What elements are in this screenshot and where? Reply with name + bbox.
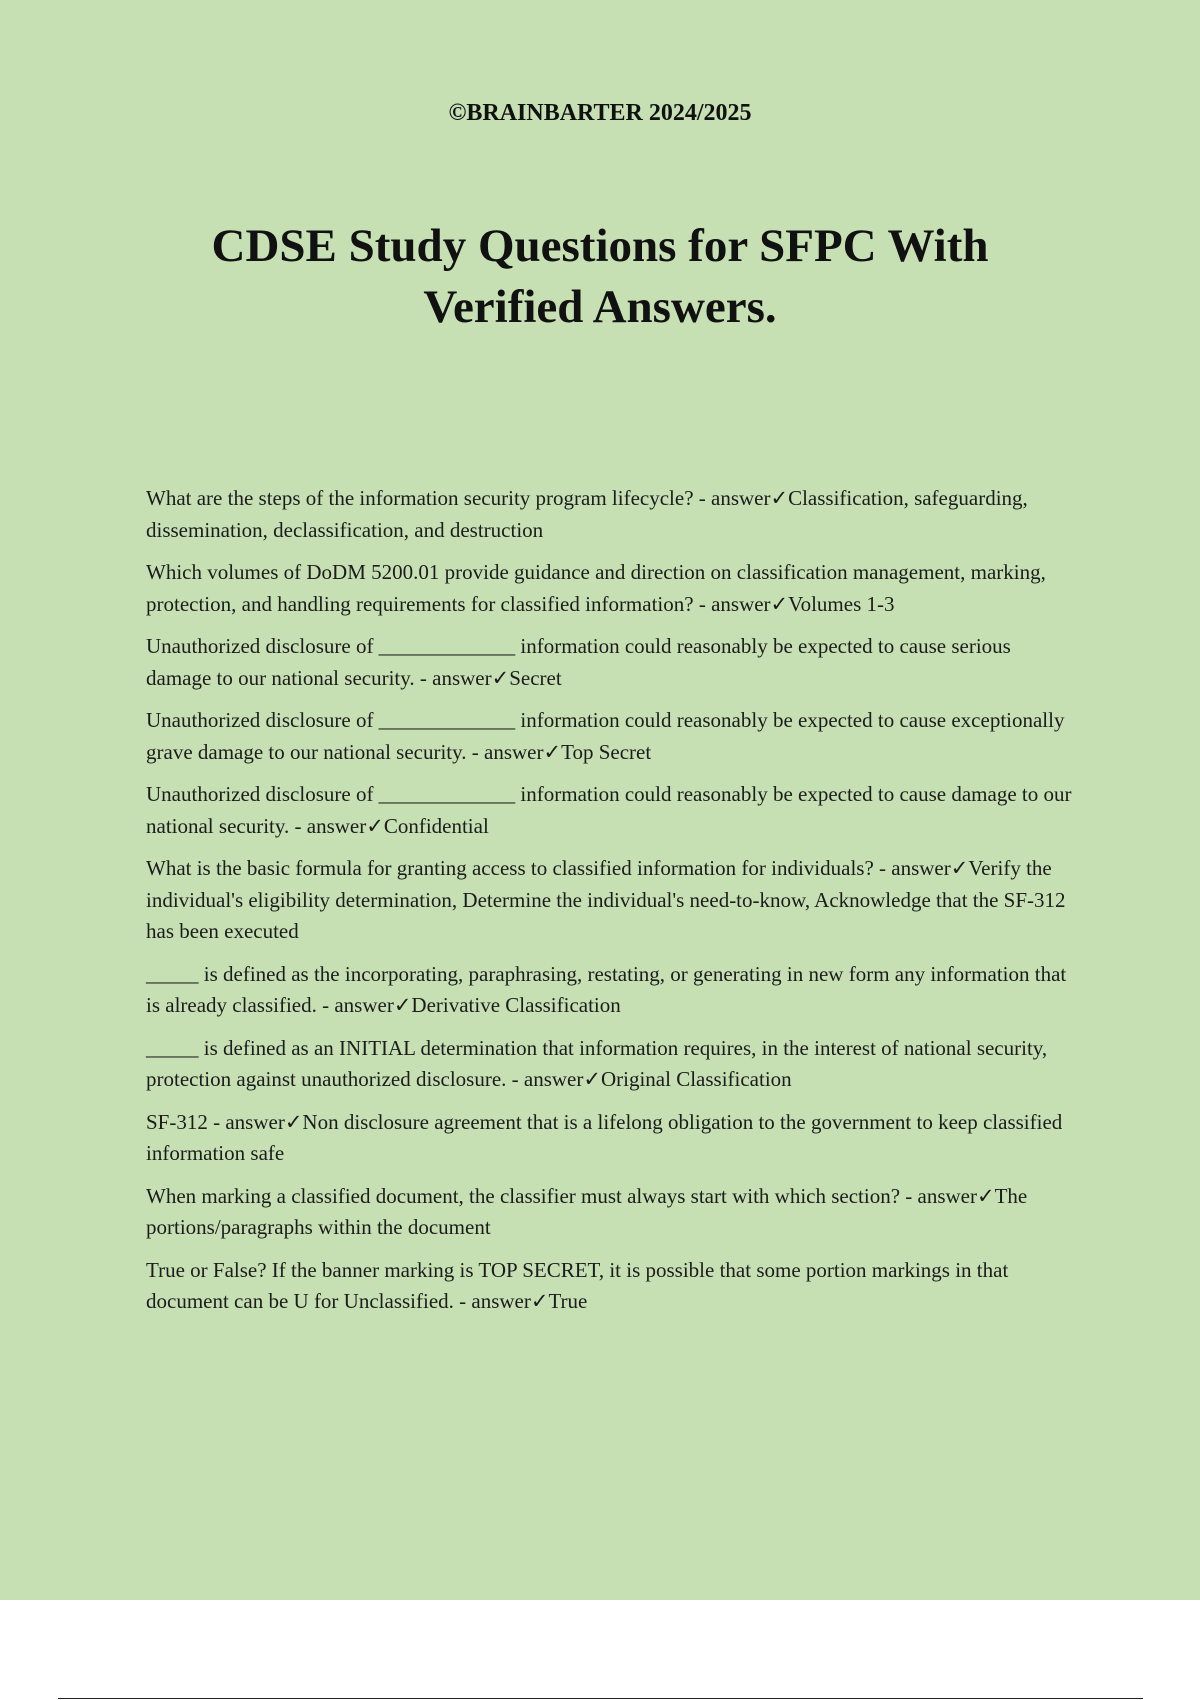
qa-list xyxy=(146,483,1076,1329)
qa-item: True or False? If the banner marking is TOP SECRET, it is possible that some portion markings in that document can be U for Unclassified. - answer✓True xyxy=(146,1257,1009,1313)
qa-item: What is the basic formula for granting access to classified information for individuals? - answer✓Verify the individual's eligibility determination, Determine the individual's need-to-know, Acknowledge that the SF-312 has been executed xyxy=(146,856,1066,943)
footer-divider xyxy=(58,1698,1143,1699)
qa-item: _____ is defined as the incorporating, paraphrasing, restating, or generating in new form any information that is already classified. - answer✓Derivative Classification xyxy=(146,961,1067,1017)
qa-item: Unauthorized disclosure of _____________ information could reasonably be expected to cause exceptionally grave damage to our national security. - answer✓Top Secret xyxy=(146,708,1065,764)
qa-item: _____ is defined as an INITIAL determination that information requires, in the interest of national security, protection against unauthorized disclosure. - answer✓Original Classification xyxy=(146,1035,1048,1091)
document-title: CDSE Study Questions for SFPC With Verified Answers. xyxy=(211,220,989,333)
copyright-header: ©BRAINBARTER 2024/2025 xyxy=(448,100,752,126)
qa-item: Unauthorized disclosure of _____________ information could reasonably be expected to cause damage to our national security. - answer✓Confidential xyxy=(146,782,1072,838)
qa-item: Which volumes of DoDM 5200.01 provide guidance and direction on classification management, marking, protection, and handling requirements for classified information? - answer✓Volumes 1-3 xyxy=(146,560,1046,616)
qa-item: SF-312 - answer✓Non disclosure agreement that is a lifelong obligation to the government to keep classified information safe xyxy=(146,1109,1063,1165)
qa-item: When marking a classified document, the classifier must always start with which section? - answer✓The portions/paragraphs within the document xyxy=(146,1183,1028,1239)
qa-item: Unauthorized disclosure of _____________ information could reasonably be expected to cause serious damage to our national security. - answer✓Secret xyxy=(146,634,1011,690)
qa-item: What are the steps of the information security program lifecycle? - answer✓Classification, safeguarding, dissemination, declassification, and destruction xyxy=(146,486,1028,542)
